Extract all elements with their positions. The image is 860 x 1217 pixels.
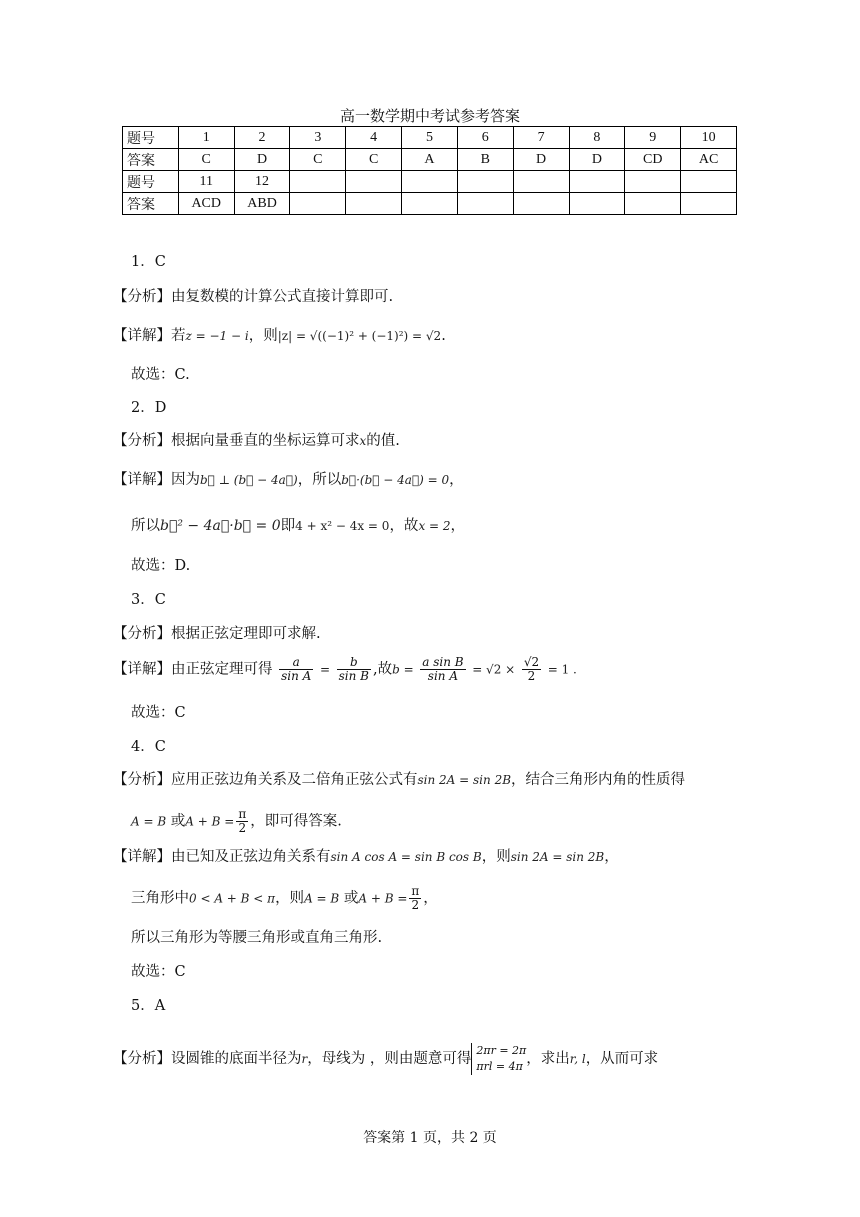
q2-choice: 故选：D. — [131, 558, 191, 574]
math-expression: A = B — [131, 814, 167, 829]
q4-conclusion: 所以三角形为等腰三角形或直角三角形. — [131, 930, 383, 946]
table-cell: 1 — [178, 127, 234, 149]
table-cell — [346, 171, 402, 193]
text-span: 即 — [280, 518, 296, 534]
q1-detail — [113, 326, 446, 346]
math-expression: |z| = √((−1)² + (−1)²) = √2 — [277, 329, 442, 343]
fraction-numerator: a — [279, 656, 313, 670]
text-span: . — [441, 328, 446, 344]
math-expression: x = 2 — [418, 519, 451, 533]
table-cell: C — [178, 149, 234, 171]
fraction-denominator: sin A — [427, 669, 459, 683]
table-cell — [402, 171, 458, 193]
fraction — [522, 656, 541, 683]
table-cell: 10 — [681, 127, 737, 149]
table-cell: D — [569, 149, 625, 171]
question-5-answer: 5．A — [131, 998, 166, 1014]
q4-detail-line2 — [131, 885, 438, 912]
math-expression: 4 + x² − 4x = 0 — [295, 519, 390, 533]
table-cell — [290, 171, 346, 193]
table-cell: 11 — [178, 171, 234, 193]
table-cell — [681, 171, 737, 193]
text-span: 或 — [343, 890, 359, 907]
text-span: ， — [450, 518, 466, 534]
q2-analysis — [113, 431, 400, 451]
table-cell: 4 — [346, 127, 402, 149]
fraction-denominator: 2 — [527, 669, 536, 683]
math-expression: sin 2A = sin 2B — [510, 850, 605, 864]
text-span: 【分析】应用正弦边角关系及二倍角正弦公式有 — [113, 772, 418, 788]
q4-detail — [113, 847, 619, 867]
table-row — [123, 171, 737, 193]
table-row — [123, 127, 737, 149]
table-cell: 9 — [625, 127, 681, 149]
math-expression: z = −1 − i — [185, 329, 249, 343]
text-span: ,故 — [372, 661, 393, 678]
text-span: 三角形中 — [131, 890, 189, 907]
q4-analysis — [113, 770, 685, 790]
fraction — [337, 656, 371, 683]
text-span: 或 — [170, 813, 186, 830]
fraction-numerator: b — [337, 656, 371, 670]
table-cell — [513, 171, 569, 193]
q3-analysis: 【分析】根据正弦定理即可求解. — [113, 626, 321, 642]
detail-label: 【详解】因为 — [113, 472, 200, 488]
fraction-denominator: sin A — [281, 669, 312, 683]
math-variable: r — [301, 1052, 308, 1066]
table-cell: 5 — [402, 127, 458, 149]
text-span: ，结合三角形内角的性质得 — [511, 772, 686, 788]
math-expression: A = B — [304, 891, 340, 906]
math-expression: A + B = — [185, 814, 235, 829]
table-row — [123, 149, 737, 171]
table-cell: 3 — [290, 127, 346, 149]
text-span: 的值. — [366, 433, 400, 449]
math-expression: b⃗·(b⃗ − 4a⃗) = 0 — [341, 473, 450, 487]
page-footer: 答案第 1 页，共 2 页 — [363, 1130, 497, 1146]
detail-label: 【详解】由已知及正弦边角关系有 — [113, 849, 331, 865]
table-cell — [457, 171, 513, 193]
text-span: ， — [423, 890, 438, 907]
text-span: ，母线为 ，则由题意可得 — [307, 1051, 472, 1067]
math-expression: 0 < A + B < π — [189, 891, 276, 906]
math-expression: = 1 . — [547, 662, 577, 677]
math-expression: = √2 × — [472, 662, 516, 677]
page-title: 高一数学期中考试参考答案 — [339, 107, 520, 125]
table-cell: D — [513, 149, 569, 171]
q4-choice: 故选：C — [131, 964, 186, 980]
math-expression: b⃗² − 4a⃗·b⃗ = 0 — [160, 518, 281, 534]
text-span: ，则 — [248, 328, 278, 344]
q2-detail — [113, 470, 464, 490]
fraction-numerator: √2 — [523, 655, 540, 669]
question-4-answer: 4．C — [131, 739, 166, 755]
q3-choice: 故选：C — [131, 705, 186, 721]
table-cell — [402, 193, 458, 215]
fraction-numerator: a sin B — [422, 655, 464, 669]
text-span: ， — [449, 472, 464, 488]
text-span: ，求出 — [526, 1051, 570, 1067]
table-cell — [569, 171, 625, 193]
fraction-numerator: π — [238, 807, 247, 821]
math-expression: b = — [392, 662, 414, 677]
table-cell: 2 — [234, 127, 290, 149]
text-span: 所以 — [131, 518, 160, 534]
math-expression: b⃗ ⊥ (b⃗ − 4a⃗) — [200, 473, 298, 487]
table-cell — [457, 193, 513, 215]
math-expression: r, l — [569, 1052, 586, 1066]
math-expression: sin 2A = sin 2B — [417, 773, 512, 787]
text-span: 【分析】根据向量垂直的坐标运算可求 — [113, 433, 360, 449]
table-cell: D — [234, 149, 290, 171]
math-expression: A + B = — [358, 891, 408, 906]
table-cell — [513, 193, 569, 215]
fraction-denominator: sin B — [338, 669, 369, 683]
table-cell: ABD — [234, 193, 290, 215]
fraction — [279, 656, 313, 683]
table-cell: B — [457, 149, 513, 171]
fraction-denominator: 2 — [238, 821, 247, 835]
table-cell: 答案 — [123, 193, 179, 215]
q3-detail — [113, 656, 577, 683]
table-cell: A — [402, 149, 458, 171]
math-expression: sin A cos A = sin B cos B — [330, 850, 482, 864]
table-cell: 12 — [234, 171, 290, 193]
table-cell: AC — [681, 149, 737, 171]
table-cell: 8 — [569, 127, 625, 149]
table-cell: ACD — [178, 193, 234, 215]
table-cell: C — [290, 149, 346, 171]
table-cell — [625, 193, 681, 215]
table-cell: 题号 — [123, 127, 179, 149]
question-1-answer: 1．C — [131, 254, 166, 270]
fraction-denominator: 2 — [411, 898, 420, 912]
q1-analysis: 【分析】由复数模的计算公式直接计算即可. — [113, 289, 394, 305]
text-span: ，所以 — [297, 472, 342, 488]
table-cell: 6 — [457, 127, 513, 149]
q5-analysis — [113, 1043, 658, 1075]
text-span: ， — [604, 849, 619, 865]
table-cell — [346, 193, 402, 215]
table-cell — [290, 193, 346, 215]
text-span: ，即可得答案. — [250, 813, 342, 830]
q2-detail-line2 — [131, 516, 465, 536]
detail-label: 【详解】若 — [113, 328, 186, 344]
table-cell: 题号 — [123, 171, 179, 193]
text-span: 【分析】设圆锥的底面半径为 — [113, 1051, 302, 1067]
text-span: ，则 — [481, 849, 511, 865]
equals-sign: = — [319, 662, 330, 677]
question-2-answer: 2．D — [131, 400, 167, 416]
table-cell — [681, 193, 737, 215]
equation-system — [471, 1043, 526, 1075]
table-row — [123, 193, 737, 215]
fraction — [409, 885, 421, 912]
answer-table — [122, 126, 737, 215]
table-cell: C — [346, 149, 402, 171]
table-cell — [625, 171, 681, 193]
table-cell: 答案 — [123, 149, 179, 171]
equation: πrl = 4π — [476, 1060, 523, 1073]
text-span: ，从而可求 — [585, 1051, 659, 1067]
math-variable: x — [359, 434, 367, 448]
fraction — [420, 656, 465, 683]
detail-label: 【详解】由正弦定理可得 — [113, 661, 273, 678]
table-cell: 7 — [513, 127, 569, 149]
table-cell — [569, 193, 625, 215]
q1-choice: 故选：C. — [131, 367, 190, 383]
fraction — [236, 808, 248, 835]
fraction-numerator: π — [411, 884, 420, 898]
q4-analysis-line2 — [131, 808, 342, 835]
question-3-answer: 3．C — [131, 592, 166, 608]
text-span: ，则 — [275, 890, 305, 907]
text-span: ，故 — [389, 518, 419, 534]
table-cell: CD — [625, 149, 681, 171]
equation: 2πr = 2π — [476, 1044, 527, 1057]
